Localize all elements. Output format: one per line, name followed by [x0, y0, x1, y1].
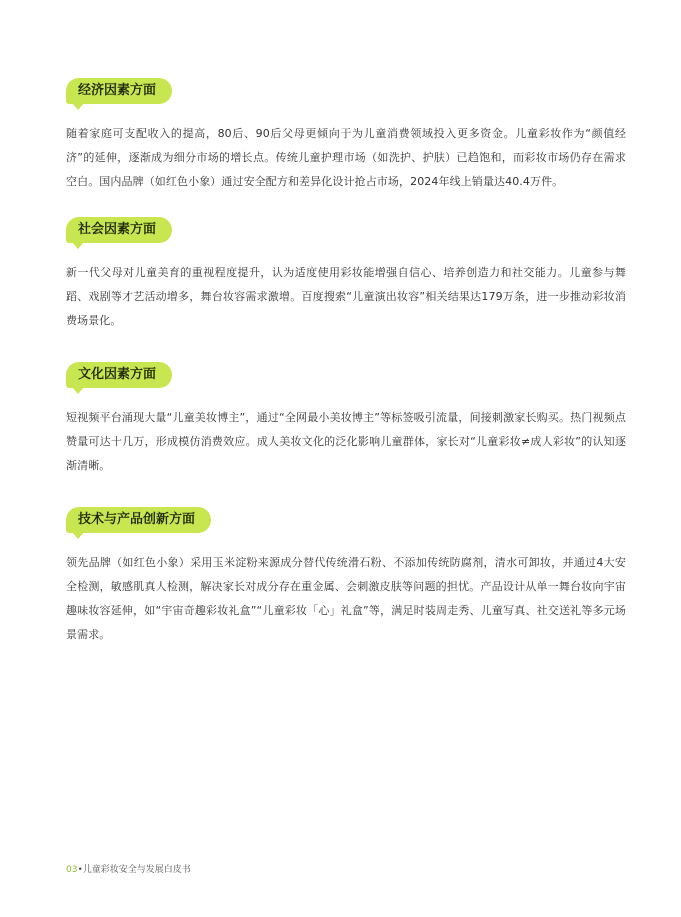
section-cultural [66, 362, 626, 478]
section-heading-text: 社会因素方面 [78, 222, 157, 237]
heading-tail [72, 242, 84, 249]
page-footer [66, 862, 191, 875]
heading-tail [72, 532, 84, 539]
section-paragraph-social: 新一代父母对儿童美育的重视程度提升，认为适度使用彩妆能增强自信心、培养创造力和社交能力。儿童参与舞蹈、戏剧等才艺活动增多，舞台妆容需求激增。百度搜索“儿童演出妆容”相关结果达179万条，进一步推动彩妆消费场景化。 [66, 266, 626, 327]
footer-title: 儿童彩妆安全与发展白皮书 [82, 865, 191, 875]
heading-tail [72, 103, 84, 110]
heading-tail [72, 387, 84, 394]
footer-separator: • [77, 865, 83, 875]
page-number: 03 [66, 865, 78, 875]
section-economic [66, 78, 626, 194]
section-technology [66, 507, 626, 647]
section-social [66, 217, 626, 333]
section-paragraph-technology: 领先品牌（如红色小象）采用玉米淀粉来源成分替代传统滑石粉、不添加传统防腐剂，清水可卸妆，并通过4大安全检测，敏感肌真人检测，解决家长对成分存在重金属、会刺激皮肤等问题的担忧。产品设计从单一舞台妆向宇宙趣味妆容延伸，如“宇宙奇趣彩妆礼盒”“儿童彩妆「心」礼盒”等，满足时装周走秀、儿童写真、社交送礼等多元场景需求。 [66, 556, 626, 641]
section-paragraph-cultural: 短视频平台涌现大量“儿童美妆博主”，通过“全网最小美妆博主”等标签吸引流量，间接刺激家长购买。热门视频点赞量可达十几万，形成模仿消费效应。成人美妆文化的泛化影响儿童群体，家长对“儿童彩妆≠成人彩妆”的认知逐渐清晰。 [66, 411, 626, 472]
section-heading-social [66, 217, 172, 243]
section-heading-economic [66, 78, 172, 104]
section-heading-text: 经济因素方面 [78, 83, 157, 98]
section-heading-technology [66, 507, 211, 533]
section-paragraph-economic: 随着家庭可支配收入的提高，80后、90后父母更倾向于为儿童消费领域投入更多资金。儿童彩妆作为“颜值经济”的延伸，逐渐成为细分市场的增长点。传统儿童护理市场（如洗护、护肤）已趋饱和，而彩妆市场仍存在需求空白。国内品牌（如红色小象）通过安全配方和差异化设计抢占市场，2024年线上销量达40.4万件。 [66, 127, 626, 188]
section-heading-text: 技术与产品创新方面 [78, 512, 196, 527]
section-heading-cultural [66, 362, 172, 388]
section-heading-text: 文化因素方面 [78, 367, 157, 382]
